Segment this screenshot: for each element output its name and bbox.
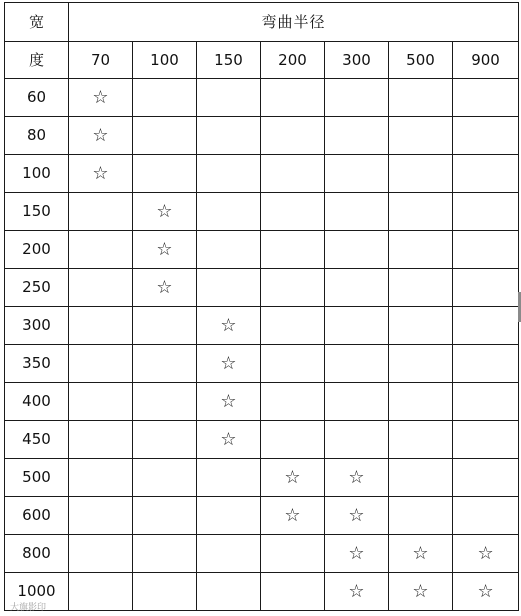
radius-cell <box>261 573 325 611</box>
radius-cell <box>197 307 261 345</box>
width-cell: 800 <box>5 535 69 573</box>
radius-cell <box>325 421 389 459</box>
radius-cell <box>453 269 519 307</box>
radius-cell <box>261 79 325 117</box>
radius-cell <box>69 307 133 345</box>
radius-cell <box>197 231 261 269</box>
radius-cell <box>325 79 389 117</box>
radius-cell <box>197 345 261 383</box>
star-icon: ☆ <box>412 580 429 602</box>
table-row <box>5 459 519 497</box>
radius-cell <box>261 307 325 345</box>
width-header-top: 宽 <box>5 3 69 42</box>
radius-cell <box>69 269 133 307</box>
width-cell: 1000 <box>5 573 69 611</box>
radius-cell <box>69 79 133 117</box>
radius-cell <box>453 79 519 117</box>
radius-cell <box>389 459 453 497</box>
width-cell: 450 <box>5 421 69 459</box>
radius-cell <box>69 383 133 421</box>
radius-cell <box>133 345 197 383</box>
radius-cell <box>325 383 389 421</box>
star-icon: ☆ <box>477 580 494 602</box>
radius-cell <box>389 497 453 535</box>
table-row <box>5 573 519 611</box>
radius-cell <box>197 79 261 117</box>
star-icon: ☆ <box>284 466 301 488</box>
radius-cell <box>325 117 389 155</box>
radius-cell <box>389 117 453 155</box>
star-icon: ☆ <box>220 314 237 336</box>
star-icon: ☆ <box>348 580 365 602</box>
star-icon: ☆ <box>220 428 237 450</box>
radius-cell <box>453 497 519 535</box>
radius-cell <box>133 269 197 307</box>
table-row <box>5 383 519 421</box>
bend-radius-table <box>4 2 519 611</box>
radius-cell <box>261 231 325 269</box>
radius-cell <box>197 193 261 231</box>
radius-header-150: 150 <box>197 42 261 79</box>
radius-cell <box>325 269 389 307</box>
star-icon: ☆ <box>220 390 237 412</box>
radius-cell <box>69 231 133 269</box>
radius-cell <box>325 497 389 535</box>
radius-cell <box>325 573 389 611</box>
table-row <box>5 79 519 117</box>
table-row <box>5 535 519 573</box>
radius-cell <box>453 193 519 231</box>
radius-cell <box>133 497 197 535</box>
star-icon: ☆ <box>348 466 365 488</box>
radius-cell <box>389 155 453 193</box>
star-icon: ☆ <box>477 542 494 564</box>
radius-cell <box>325 345 389 383</box>
radius-cell <box>69 421 133 459</box>
radius-cell <box>261 535 325 573</box>
star-icon: ☆ <box>92 162 109 184</box>
radius-cell <box>197 573 261 611</box>
radius-cell <box>325 535 389 573</box>
radius-header-300: 300 <box>325 42 389 79</box>
radius-cell <box>261 459 325 497</box>
radius-cell <box>197 535 261 573</box>
radius-cell <box>133 573 197 611</box>
radius-cell <box>261 155 325 193</box>
radius-cell <box>325 307 389 345</box>
radius-cell <box>261 193 325 231</box>
radius-cell <box>69 535 133 573</box>
width-cell: 60 <box>5 79 69 117</box>
radius-cell <box>389 383 453 421</box>
width-cell: 400 <box>5 383 69 421</box>
width-cell: 250 <box>5 269 69 307</box>
radius-cell <box>69 497 133 535</box>
radius-cell <box>453 535 519 573</box>
radius-cell <box>389 307 453 345</box>
radius-header-900: 900 <box>453 42 519 79</box>
radius-cell <box>325 155 389 193</box>
radius-cell <box>453 573 519 611</box>
radius-cell <box>197 117 261 155</box>
radius-header-100: 100 <box>133 42 197 79</box>
radius-cell <box>261 497 325 535</box>
radius-cell <box>453 345 519 383</box>
star-icon: ☆ <box>220 352 237 374</box>
radius-cell <box>389 231 453 269</box>
radius-cell <box>69 117 133 155</box>
width-cell: 100 <box>5 155 69 193</box>
table-row <box>5 155 519 193</box>
radius-cell <box>133 383 197 421</box>
radius-cell <box>453 307 519 345</box>
table-row <box>5 421 519 459</box>
star-icon: ☆ <box>92 86 109 108</box>
watermark: 大旗影印 <box>10 603 47 613</box>
radius-cell <box>261 269 325 307</box>
table-row <box>5 307 519 345</box>
radius-cell <box>133 79 197 117</box>
width-cell: 350 <box>5 345 69 383</box>
radius-cell <box>389 573 453 611</box>
table-row <box>5 345 519 383</box>
radius-cell <box>133 307 197 345</box>
table-row <box>5 231 519 269</box>
radius-cell <box>133 155 197 193</box>
star-icon: ☆ <box>156 238 173 260</box>
radius-cell <box>197 459 261 497</box>
star-icon: ☆ <box>348 542 365 564</box>
radius-cell <box>197 497 261 535</box>
radius-cell <box>453 231 519 269</box>
radius-cell <box>197 269 261 307</box>
width-cell: 600 <box>5 497 69 535</box>
radius-cell <box>69 155 133 193</box>
radius-cell <box>69 573 133 611</box>
radius-cell <box>325 193 389 231</box>
star-icon: ☆ <box>92 124 109 146</box>
radius-cell <box>133 117 197 155</box>
radius-cell <box>389 535 453 573</box>
radius-cell <box>389 345 453 383</box>
radius-cell <box>197 383 261 421</box>
radius-cell <box>133 231 197 269</box>
radius-cell <box>389 269 453 307</box>
radius-cell <box>133 421 197 459</box>
radius-cell <box>389 421 453 459</box>
width-header-bottom: 度 <box>5 42 69 79</box>
radius-cell <box>389 193 453 231</box>
star-icon: ☆ <box>412 542 429 564</box>
star-icon: ☆ <box>156 276 173 298</box>
table-row <box>5 269 519 307</box>
radius-cell <box>69 193 133 231</box>
radius-cell <box>453 421 519 459</box>
radius-cell <box>133 193 197 231</box>
radius-cell <box>453 155 519 193</box>
star-icon: ☆ <box>348 504 365 526</box>
radius-cell <box>133 459 197 497</box>
radius-cell <box>69 345 133 383</box>
radius-cell <box>261 421 325 459</box>
width-cell: 200 <box>5 231 69 269</box>
radius-cell <box>325 459 389 497</box>
radius-header-200: 200 <box>261 42 325 79</box>
table-row <box>5 193 519 231</box>
radius-cell <box>261 117 325 155</box>
star-icon: ☆ <box>284 504 301 526</box>
radius-cell <box>261 345 325 383</box>
radius-cell <box>261 383 325 421</box>
width-cell: 80 <box>5 117 69 155</box>
radius-cell <box>69 459 133 497</box>
radius-cell <box>453 459 519 497</box>
bend-radius-title: 弯曲半径 <box>69 3 519 42</box>
radius-cell <box>453 117 519 155</box>
width-cell: 150 <box>5 193 69 231</box>
radius-cell <box>133 535 197 573</box>
radius-header-500: 500 <box>389 42 453 79</box>
star-icon: ☆ <box>156 200 173 222</box>
table-row <box>5 117 519 155</box>
radius-cell <box>197 155 261 193</box>
width-cell: 500 <box>5 459 69 497</box>
table-row <box>5 497 519 535</box>
radius-cell <box>453 383 519 421</box>
radius-cell <box>325 231 389 269</box>
width-cell: 300 <box>5 307 69 345</box>
radius-cell <box>389 79 453 117</box>
radius-cell <box>197 421 261 459</box>
radius-header-70: 70 <box>69 42 133 79</box>
